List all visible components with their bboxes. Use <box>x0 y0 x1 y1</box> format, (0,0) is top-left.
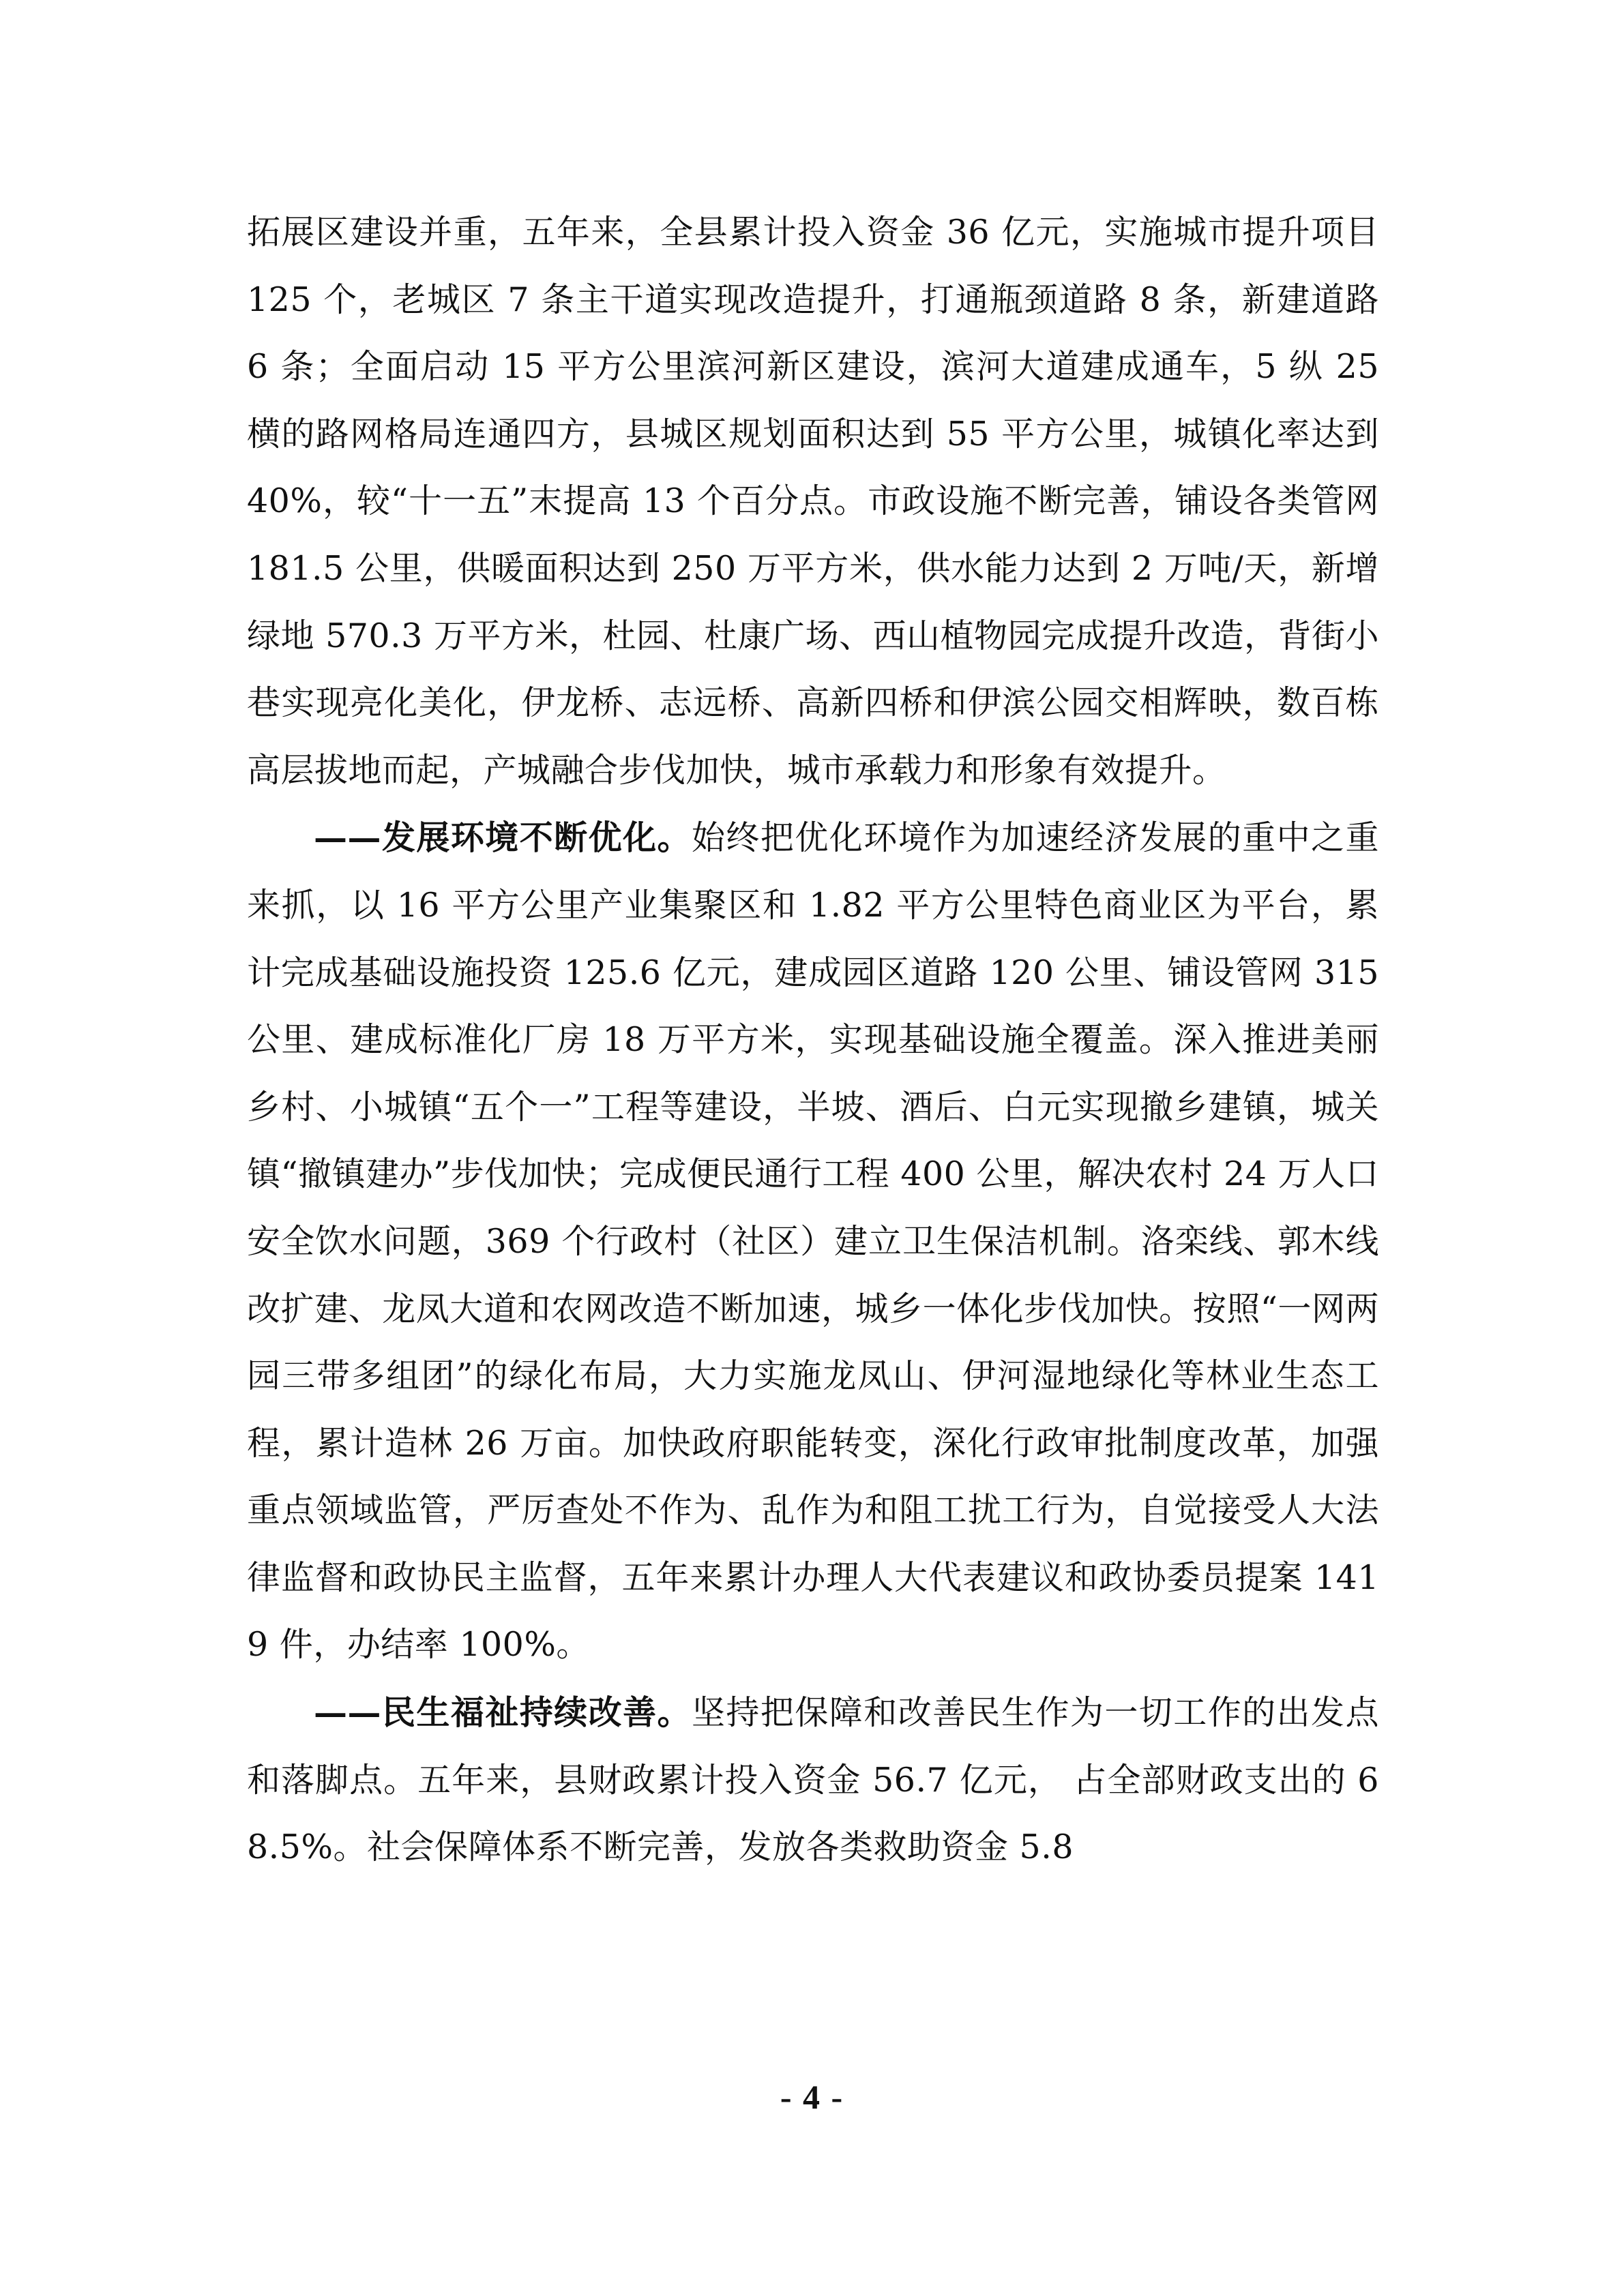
page-number: - 4 - <box>780 2078 844 2116</box>
paragraph-development-environment <box>247 804 1379 1679</box>
body-text <box>247 199 1379 1881</box>
paragraph-text: 始终把优化环境作为加速经济发展的重中之重来抓，以 16 平方公里产业集聚区和 1.82 平方公里特色商业区为平台，累计完成基础设施投资 125.6 亿元，建成园区道路 120 公里、铺设管网 315 公里、建成标准化厂房 18 万平方米，实现基础设施全覆盖。深入推进美丽乡村、小城镇“五个一”工程等建设，半坡、酒后、白元实现撤乡建镇，城关镇“撤镇建办”步伐加快；完成便民通行工程 400 公里，解决农村 24 万人口安全饮水问题，369 个行政村（社区）建立卫生保洁机制。洛栾线、郭木线改扩建、龙凤大道和农网改造不断加速，城乡一体化步伐加快。按照“一网两园三带多组团”的绿化布局，大力实施龙凤山、伊河湿地绿化等林业生态工程，累计造林 26 万亩。加快政府职能转变，深化行政审批制度改革，加强重点领域监管，严厉查处不作为、乱作为和阻工扰工行为，自觉接受人大法律监督和政协民主监督，五年来累计办理人大代表建议和政协委员提案 1419 件，办结率 100%。 <box>247 818 1379 1665</box>
paragraph-urban-construction <box>247 199 1379 804</box>
section-lead-heading: ——发展环境不断优化。 <box>314 818 692 858</box>
paragraph-livelihood <box>247 1679 1379 1881</box>
section-lead-heading: ——民生福祉持续改善。 <box>314 1693 692 1733</box>
paragraph-text: 坚持把保障和改善民生作为一切工作的出发点和落脚点。五年来，县财政累计投入资金 56.7 亿元， 占全部财政支出的 68.5%。社会保障体系不断完善，发放各类救助资金 5.8 <box>247 1693 1379 1867</box>
paragraph-text: 拓展区建设并重，五年来，全县累计投入资金 36 亿元，实施城市提升项目 125 个，老城区 7 条主干道实现改造提升，打通瓶颈道路 8 条，新建道路 6 条；全面启动 15 平方公里滨河新区建设，滨河大道建成通车，5 纵 25 横的路网格局连通四方，县城区规划面积达到 55 平方公里，城镇化率达到 40%，较“十一五”末提高 13 个百分点。市政设施不断完善，铺设各类管网 181.5 公里，供暖面积达到 250 万平方米，供水能力达到 2 万吨/天，新增绿地 570.3 万平方米，杜园、杜康广场、西山植物园完成提升改造，背街小巷实现亮化美化，伊龙桥、志远桥、高新四桥和伊滨公园交相辉映，数百栋高层拔地而起，产城融合步伐加快，城市承载力和形象有效提升。 <box>247 213 1379 790</box>
